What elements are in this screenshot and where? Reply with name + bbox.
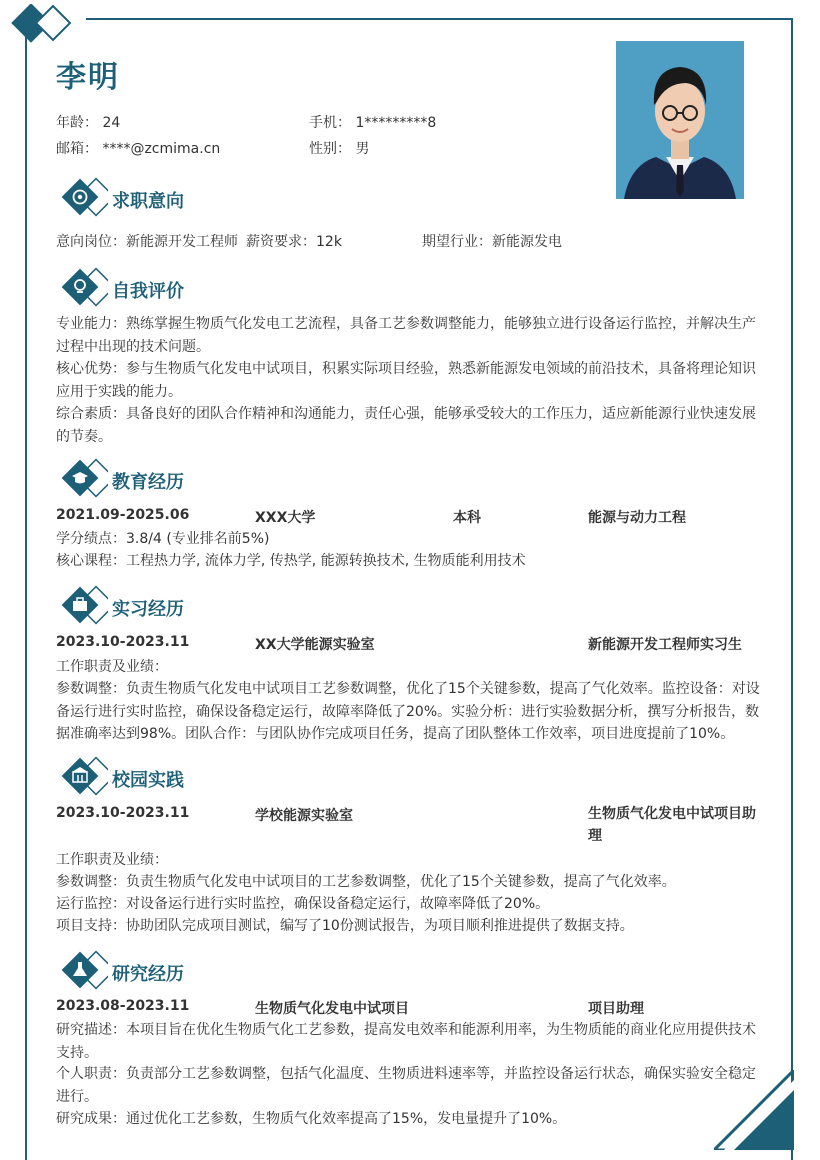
campus-line: 参数调整：负责生物质气化发电中试项目的工艺参数调整，优化了15个关键参数，提高了气化效率。 xyxy=(56,874,676,890)
phone-field: 手机： 1*********8 xyxy=(309,115,437,131)
self-line: 核心优势：参与生物质气化发电中试项目，积累实际项目经验，熟悉新能源发电领域的前沿技术，具备将理论知识应用于实践的能力。 xyxy=(56,361,756,400)
intern-line: 参数调整：负责生物质气化发电中试项目工艺参数调整，优化了15个关键参数，提高了气化效率。监控设备：对设备运行进行实时监控，确保设备稳定运行，故障率降低了20%。实验分析：进行实验数据分析，撰写分析报告，数据准确率达到98%。团队合作：与团队协作完成项目任务，提高了团队整体工作效率，项目进度提前了10%。 xyxy=(56,681,760,742)
candidate-name: 李明 xyxy=(56,60,120,95)
intent-industry: 期望行业：新能源发电 xyxy=(422,234,562,250)
briefcase-icon xyxy=(60,585,108,625)
research-line: 研究成果：通过优化工艺参数，生物质气化效率提高了15%，发电量提升了10%。 xyxy=(56,1111,567,1127)
research-line: 个人职责：负责部分工艺参数调整，包括气化温度、生物质进料速率等，并监控设备运行状态，确保实验安全稳定进行。 xyxy=(56,1066,756,1105)
education-line: 学分绩点：3.8/4 (专业排名前5%) xyxy=(56,531,270,547)
email-field: 邮箱： ****@zcmima.cn xyxy=(56,141,221,157)
campus-line: 项目支持：协助团队完成项目测试，编写了10份测试报告，为项目顺利推进提供了数据支持。 xyxy=(56,918,634,934)
research-line: 研究描述：本项目旨在优化生物质气化工艺参数，提高发电效率和能源利用率，为生物质能的商业化应用提供技术支持。 xyxy=(56,1022,756,1061)
profile-photo xyxy=(616,41,744,199)
campus-line: 工作职责及业绩： xyxy=(56,852,168,868)
campus-line: 运行监控：对设备运行进行实时监控，确保设备稳定运行，故障率降低了20%。 xyxy=(56,896,550,912)
gender-field: 性别： 男 xyxy=(309,141,370,157)
diamond-logo-icon xyxy=(8,4,88,44)
flask-icon xyxy=(60,950,108,990)
intent-salary: 薪资要求：12k xyxy=(246,234,342,250)
education-line: 核心课程：工程热力学, 流体力学, 传热学, 能源转换技术, 生物质能利用技术 xyxy=(56,553,526,569)
intent-position: 意向岗位：新能源开发工程师 xyxy=(56,234,238,250)
graduation-cap-icon xyxy=(60,458,108,498)
self-line: 综合素质：具备良好的团队合作精神和沟通能力，责任心强，能够承受较大的工作压力，适应新能源行业快速发展的节奏。 xyxy=(56,406,756,445)
intern-line: 工作职责及业绩： xyxy=(56,659,168,675)
self-line: 专业能力：熟练掌握生物质气化发电工艺流程，具备工艺参数调整能力，能够独立进行设备运行监控，并解决生产过程中出现的技术问题。 xyxy=(56,316,756,355)
age-field: 年龄： 24 xyxy=(56,115,121,131)
target-icon xyxy=(60,177,108,217)
lightbulb-icon xyxy=(60,267,108,307)
building-icon xyxy=(60,756,108,796)
